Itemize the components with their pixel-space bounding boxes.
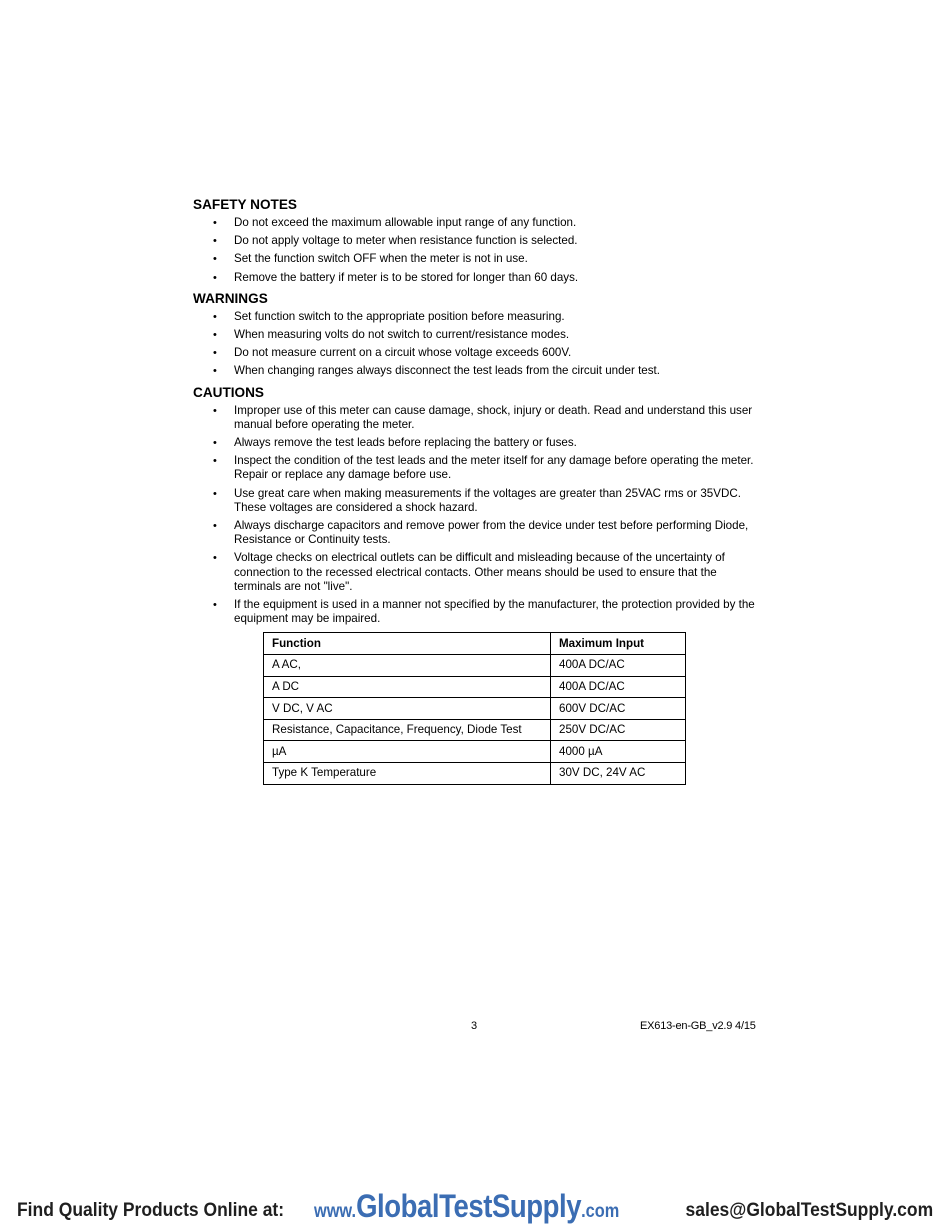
table-row xyxy=(264,741,686,763)
list-item xyxy=(193,436,763,450)
table-cell-function: A AC, xyxy=(264,655,551,677)
bullet-icon: • xyxy=(213,271,217,284)
footer-banner xyxy=(0,1188,950,1228)
safety-notes-list xyxy=(193,216,763,285)
list-item xyxy=(193,346,763,360)
list-item-text: Do not measure current on a circuit whose voltage exceeds 600V. xyxy=(234,346,572,360)
cautions-list xyxy=(193,404,763,627)
page-number: 3 xyxy=(471,1020,478,1032)
list-item xyxy=(193,252,763,266)
table-cell-maximum-input: 400A DC/AC xyxy=(551,676,686,698)
list-item xyxy=(193,598,763,626)
table-row xyxy=(264,719,686,741)
manual-page-content xyxy=(193,196,763,785)
bullet-icon: • xyxy=(213,455,217,468)
list-item xyxy=(193,271,763,285)
list-item xyxy=(193,519,763,547)
bullet-icon: • xyxy=(213,599,217,612)
website-prefix: www. xyxy=(314,1201,357,1222)
list-item xyxy=(193,487,763,515)
list-item-text: Set function switch to the appropriate position before measuring. xyxy=(234,309,565,323)
document-revision-id: EX613-en-GB_v2.9 4/15 xyxy=(640,1020,756,1032)
table-row xyxy=(264,698,686,720)
list-item-text: Always discharge capacitors and remove power from the device under test before performing Diode, Resistance or Continuity tests. xyxy=(234,519,749,547)
list-item-text: When measuring volts do not switch to current/resistance modes. xyxy=(234,328,570,342)
list-item-text: Improper use of this meter can cause damage, shock, injury or death. Read and understand this user manual before operating the meter. xyxy=(234,403,753,431)
bullet-icon: • xyxy=(213,365,217,378)
table-cell-function: V DC, V AC xyxy=(264,698,551,720)
bullet-icon: • xyxy=(213,253,217,266)
website-suffix: .com xyxy=(581,1201,620,1222)
list-item-text: Do not exceed the maximum allowable input range of any function. xyxy=(234,216,577,229)
table-cell-maximum-input: 30V DC, 24V AC xyxy=(551,763,686,785)
bullet-icon: • xyxy=(213,552,217,565)
list-item-text: Inspect the condition of the test leads and the meter itself for any damage before operating the meter. Repair or replace any damage before use. xyxy=(234,454,754,482)
list-item xyxy=(193,551,763,594)
bullet-icon: • xyxy=(213,235,217,248)
bullet-icon: • xyxy=(213,217,217,229)
column-header-function: Function xyxy=(264,633,551,655)
footer-tagline: Find Quality Products Online at: xyxy=(17,1200,285,1221)
bullet-icon: • xyxy=(213,329,217,342)
table-cell-function: µA xyxy=(264,741,551,763)
bullet-icon: • xyxy=(213,487,217,500)
list-item xyxy=(193,310,763,324)
table-row xyxy=(264,676,686,698)
list-item-text: Set the function switch OFF when the meter is not in use. xyxy=(234,252,528,266)
list-item xyxy=(193,234,763,248)
website-link[interactable] xyxy=(314,1188,619,1225)
cautions-heading: CAUTIONS xyxy=(193,384,264,400)
list-item-text: Voltage checks on electrical outlets can be difficult and misleading because of the uncertainty of connection to the recessed electrical contacts. Other means should be used to ensure that the terminals are not "live". xyxy=(234,551,725,593)
warnings-list xyxy=(193,310,763,379)
bullet-icon: • xyxy=(213,310,217,323)
table-cell-function: Type K Temperature xyxy=(264,763,551,785)
bullet-icon: • xyxy=(213,520,217,533)
table-header-row xyxy=(264,633,686,655)
list-item xyxy=(193,216,763,230)
list-item-text: If the equipment is used in a manner not specified by the manufacturer, the protection provided by the equipment may be impaired. xyxy=(234,598,755,626)
table-cell-function: A DC xyxy=(264,676,551,698)
list-item-text: When changing ranges always disconnect the test leads from the circuit under test. xyxy=(234,364,660,378)
list-item-text: Do not apply voltage to meter when resistance function is selected. xyxy=(234,234,578,248)
column-header-maximum-input: Maximum Input xyxy=(551,633,686,655)
bullet-icon: • xyxy=(213,437,217,450)
table-cell-function: Resistance, Capacitance, Frequency, Diode Test xyxy=(264,719,551,741)
list-item-text: Use great care when making measurements if the voltages are greater than 25VAC rms or 35VDC. These voltages are considered a shock hazard. xyxy=(234,486,741,514)
list-item xyxy=(193,404,763,432)
email-link[interactable]: sales@GlobalTestSupply.com xyxy=(685,1200,933,1221)
warnings-heading: WARNINGS xyxy=(193,290,268,306)
bullet-icon: • xyxy=(213,404,217,417)
safety-notes-heading: SAFETY NOTES xyxy=(193,197,297,212)
list-item-text: Always remove the test leads before replacing the battery or fuses. xyxy=(234,436,577,450)
table-row xyxy=(264,763,686,785)
list-item xyxy=(193,454,763,482)
list-item-text: Remove the battery if meter is to be stored for longer than 60 days. xyxy=(234,270,579,284)
table-cell-maximum-input: 400A DC/AC xyxy=(551,655,686,677)
table-cell-maximum-input: 600V DC/AC xyxy=(551,698,686,720)
list-item xyxy=(193,364,763,378)
table-cell-maximum-input: 250V DC/AC xyxy=(551,719,686,741)
table-cell-maximum-input: 4000 µA xyxy=(551,741,686,763)
table-row xyxy=(264,655,686,677)
maximum-input-table xyxy=(263,632,686,784)
website-brand: GlobalTestSupply xyxy=(356,1188,582,1224)
bullet-icon: • xyxy=(213,347,217,360)
list-item xyxy=(193,328,763,342)
